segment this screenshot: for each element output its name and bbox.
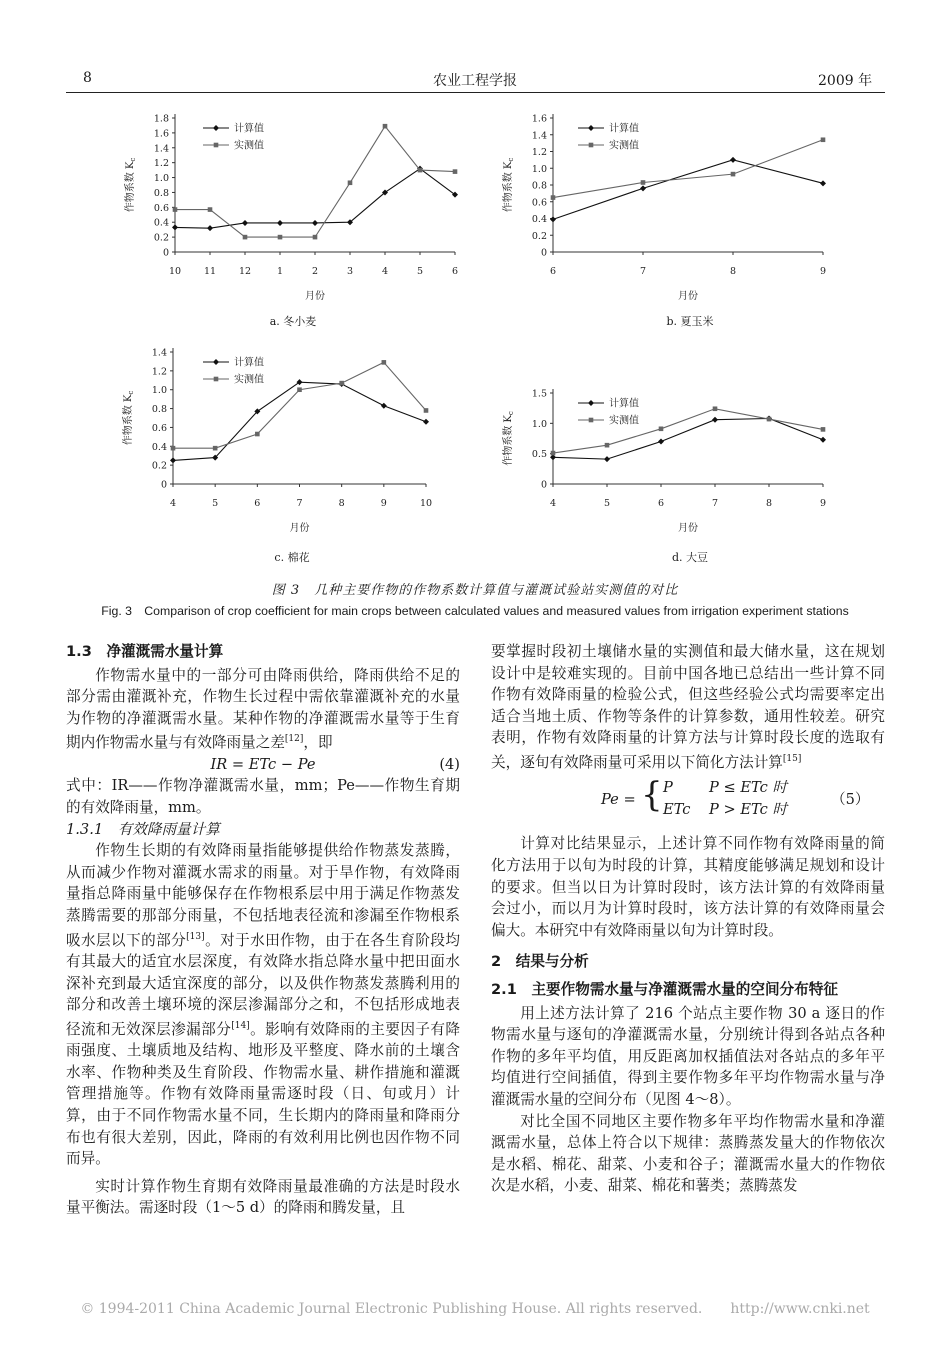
x-tick-label: 6 [451, 266, 459, 277]
measured-point [213, 446, 218, 451]
legend-marker-measured [214, 143, 219, 148]
measured-point [278, 235, 283, 240]
paragraph-net-irrigation: 作物需水量中的一部分可由降雨供给，降雨供给不足的部分需由灌溉补充，作物生长过程中需依靠灌溉补充的水量为作物的净灌溉需水量。某种作物的净灌溉需水量等于生育期内作物需水量与有效降雨量之差[12]，即 [66, 666, 460, 752]
equation-4-notes: 式中：IR——作物净灌溉需水量，mm；Pe——作物生育期的有效降雨量，mm。 [66, 777, 460, 817]
y-tick-label: 1.0 [151, 385, 167, 397]
section-heading-2: 2 结果与分析 [491, 953, 589, 971]
year: 2009 年 [818, 73, 873, 89]
legend-marker-calculated [213, 125, 219, 131]
x-tick-label: 11 [203, 266, 217, 277]
measured-point [551, 195, 556, 200]
y-tick-label: 1.4 [151, 347, 167, 359]
legend-label: 实测值 [609, 140, 639, 152]
x-tick-label: 10 [168, 266, 182, 277]
left-column [66, 641, 460, 1219]
x-tick-label: 10 [419, 498, 433, 509]
calculated-point [172, 224, 178, 230]
y-tick-label: 0.4 [151, 441, 167, 453]
paragraph-field-storage: 要掌握时段初土壤储水量的实测值和最大储水量，这在规划设计中是较难实现的。目前中国各地已总结出一些计算不同作物有效降雨量的检验公式，但这些经验公式均需要率定出适合当地土质、作物等条件的计算参数，通用性较差。研究表明，作物有效降雨量的计算方法与计算时段长度的选取有关，逐旬有效降雨量可采用以下简化方法计算[15] [491, 643, 885, 771]
calculated-point [550, 216, 556, 222]
calculated-point [820, 180, 826, 186]
y-tick-label: 1.6 [153, 128, 169, 140]
x-tick-label: 5 [212, 498, 219, 509]
calculated-point [312, 220, 318, 226]
x-tick-label: 5 [416, 266, 424, 277]
measured-point [713, 406, 718, 411]
y-tick-label: 1.0 [531, 163, 547, 175]
subcaption-a: a. 冬小麦 [269, 315, 317, 328]
measured-point [659, 426, 664, 431]
legend-label: 计算值 [234, 123, 264, 135]
measured-point [208, 207, 213, 212]
measured-point [383, 124, 388, 129]
calculated-point [712, 417, 718, 423]
calculated-point [730, 157, 736, 163]
x-tick-label: 2 [311, 266, 319, 277]
y-tick-label: 0.8 [153, 187, 169, 199]
chart-soybean [490, 380, 850, 545]
calculated-point [640, 185, 646, 191]
y-tick-label: 0.8 [151, 404, 167, 416]
subcaption-b: b. 夏玉米 [666, 315, 714, 328]
measured-point [424, 408, 429, 413]
measured-point [821, 137, 826, 142]
paragraph-spatial-distribution: 用上述方法计算了 216 个站点主要作物 30 a 逐日的作物需水量与逐旬的净灌溉需水量，分别统计得到各站点各种作物的多年平均值，用反距离加权插值法对各站点的多年平均值进行空间插值，得到主要作物多年平均作物需水量与净灌溉需水量的空间分布（见图 4～8）。 [491, 1004, 885, 1108]
paragraph-effective-rainfall: 作物生长期的有效降雨量指能够提供给作物蒸发蒸腾，从而减少作物对灌溉水需求的雨量。对于旱作物，有效降雨量指总降雨量中能够保存在作物根系层中用于满足作物蒸发蒸腾需要的那部分雨量，不包括地表径流和渗漏至作物根系吸水层以下的部分[13]。对于水田作物，由于在各生育阶段均有其最大的适宜水层深度，有效降水指总降水量中把田面水深补充到最大适宜深度的部分，以及供作物蒸发蒸腾利用的部分和改善土壤环境的深层渗漏部分之和，不包括形成地表径流和无效深层渗漏部分[14]。影响有效降雨的主要因子有降雨强度、土壤质地及结构、地形及平整度、降水前的土壤含水率、作物种类及生育阶段、作物需水量、耕作措施和灌溉管理措施等。作物有效降雨量需逐时段（日、旬或月）计算，由于不同作物需水量不同，生长期内的降雨量和降雨分布也有很大差别，因此，降雨的有效利用比例也因作物不同而异。 [66, 842, 460, 1168]
x-tick-label: 7 [639, 266, 647, 277]
ref-12: [12] [284, 734, 304, 745]
y-tick-label: 0.6 [153, 202, 169, 214]
legend-marker-calculated [588, 400, 594, 406]
y-tick-label: 0.5 [531, 449, 547, 461]
page-number: 8 [83, 70, 92, 86]
section-heading-1-3: 1.3 净灌溉需水量计算 [66, 643, 224, 660]
legend-label: 实测值 [234, 374, 264, 386]
measured-point [171, 446, 176, 451]
y-axis-label: 作物系数 $K_c$ [503, 411, 515, 466]
chart-winter-wheat [100, 105, 480, 310]
measured-point [453, 169, 458, 174]
y-axis-label: 作物系数 $K_c$ [503, 157, 515, 213]
x-tick-label: 3 [346, 266, 354, 277]
y-tick-label: 0.4 [153, 217, 169, 229]
measured-point [641, 180, 646, 185]
x-tick-label: 7 [711, 498, 719, 509]
paragraph-comparison: 计算对比结果显示，上述计算不同作物有效降雨量的简化方法用于以旬为时段的计算，其精度能够满足规划和设计的要求。但当以日为计算时段时，该方法计算的有效降雨量会过小，而以月为计算时段时，该方法计算的有效降雨量会偏大。本研究中有效降雨量以旬为计算时段。 [491, 835, 885, 939]
y-tick-label: 0.6 [151, 422, 167, 434]
right-column [491, 641, 885, 1197]
x-tick-label: 7 [296, 498, 303, 509]
legend-label: 计算值 [609, 398, 639, 410]
series-line-calculated [175, 169, 455, 229]
figure-caption-en: Fig. 3 Comparison of crop coefficient for main crops between calculated values and measured values from irrigation experiment stations [101, 604, 849, 618]
ref-15: [15] [782, 753, 802, 764]
y-tick-label: 1.2 [151, 366, 167, 378]
x-tick-label: 9 [819, 498, 827, 509]
legend-marker-calculated [213, 359, 219, 365]
y-tick-label: 0 [162, 247, 169, 259]
calculated-point [381, 403, 387, 409]
measured-point [339, 381, 344, 386]
y-tick-label: 0.4 [531, 214, 547, 225]
x-tick-label: 4 [169, 498, 177, 509]
x-axis-label: 月份 [289, 523, 310, 534]
figure-caption-cn: 图 3 几种主要作物的作物系数计算值与灌溉试验站实测值的对比 [271, 583, 679, 598]
y-tick-label: 1.5 [531, 388, 547, 400]
measured-point [243, 235, 248, 240]
series-line-calculated [553, 418, 823, 459]
x-tick-label: 6 [254, 498, 261, 509]
x-tick-label: 8 [765, 498, 773, 509]
measured-point [173, 207, 178, 212]
chart-cotton [100, 340, 460, 545]
y-tick-label: 1.0 [531, 418, 547, 430]
y-tick-label: 0.2 [531, 230, 547, 242]
y-tick-label: 0 [540, 247, 547, 259]
measured-point [821, 427, 826, 432]
equation-5: Pe = { P P ≤ ETc 时 ETc P > ETc 时 （5） [601, 775, 870, 819]
measured-point [605, 443, 610, 448]
subcaption-d: d. 大豆 [671, 551, 709, 564]
paragraph-water-balance: 实时计算作物生育期有效降雨量最准确的方法是时段水量平衡法。需逐时段（1～5 d）的降雨和腾发量，且 [66, 1177, 460, 1217]
subcaption-c: c. 棉花 [274, 551, 310, 564]
calculated-point [658, 439, 664, 445]
calculated-point [820, 437, 826, 443]
y-axis-label: 作物系数 $K_c$ [125, 157, 137, 213]
y-tick-label: 1.4 [153, 143, 169, 155]
y-tick-label: 0.2 [153, 232, 169, 244]
paragraph-regional-comparison: 对比全国不同地区主要作物多年平均作物需水量和净灌溉需水量，总体上符合以下规律：蒸腾蒸发量大的作物依次是水稻、棉花、甜菜、小麦和谷子；灌溉需水量大的作物依次是水稻，小麦、甜菜、棉花和薯类；蒸腾蒸发 [491, 1112, 885, 1195]
y-tick-label: 0 [540, 479, 547, 491]
y-tick-label: 0.2 [151, 460, 167, 472]
y-tick-label: 1.2 [531, 147, 547, 158]
legend-marker-measured [589, 418, 594, 423]
measured-point [255, 432, 260, 437]
y-tick-label: 1.4 [531, 130, 547, 142]
chart-summer-maize [490, 105, 840, 310]
y-tick-label: 1.6 [531, 113, 547, 125]
x-tick-label: 12 [238, 266, 252, 277]
measured-point [348, 180, 353, 185]
x-tick-label: 8 [338, 498, 345, 509]
x-tick-label: 4 [381, 266, 389, 277]
section-heading-1-3-1: 1.3.1 有效降雨量计算 [66, 820, 220, 838]
y-tick-label: 0 [160, 479, 167, 491]
y-tick-label: 0.6 [531, 197, 547, 209]
calculated-point [277, 220, 283, 226]
legend-label: 实测值 [609, 415, 639, 427]
series-line-measured [553, 140, 823, 198]
series-line-measured [173, 362, 426, 448]
series-line-calculated [553, 160, 823, 219]
legend-marker-measured [589, 143, 594, 148]
calculated-point [604, 456, 610, 462]
legend-marker-calculated [588, 125, 594, 131]
y-tick-label: 1.0 [153, 173, 169, 185]
header-rule [66, 92, 885, 93]
x-axis-label: 月份 [678, 523, 698, 534]
measured-point [767, 417, 772, 422]
measured-point [297, 387, 302, 392]
x-tick-label: 9 [819, 266, 827, 277]
legend-label: 计算值 [234, 357, 264, 369]
y-axis-label: 作物系数 $K_c$ [123, 390, 135, 446]
calculated-point [207, 225, 213, 231]
x-tick-label: 5 [603, 498, 611, 509]
calculated-point [423, 419, 429, 425]
measured-point [418, 168, 423, 173]
x-axis-label: 月份 [678, 291, 698, 302]
copyright-footer: © 1994-2011 China Academic Journal Electronic Publishing House. All rights reserved. http://www.cnki.net [80, 1301, 870, 1317]
x-tick-label: 6 [549, 266, 557, 277]
legend-label: 计算值 [609, 123, 639, 135]
legend-marker-measured [214, 377, 219, 382]
x-axis-label: 月份 [305, 291, 325, 302]
y-tick-label: 1.2 [153, 158, 169, 170]
journal-title: 农业工程学报 [433, 73, 517, 89]
calculated-point [170, 457, 176, 463]
x-tick-label: 9 [380, 498, 387, 509]
measured-point [731, 172, 736, 177]
x-tick-label: 8 [729, 266, 737, 277]
measured-point [382, 360, 387, 365]
y-tick-label: 0.8 [531, 180, 547, 192]
y-tick-label: 1.8 [153, 113, 169, 125]
measured-point [313, 235, 318, 240]
x-tick-label: 1 [276, 266, 284, 277]
section-heading-2-1: 2.1 主要作物需水量与净灌溉需水量的空间分布特征 [491, 980, 838, 998]
x-tick-label: 6 [657, 498, 665, 509]
equation-4: IR = ETc − Pe (4) [210, 755, 460, 773]
calculated-point [242, 220, 248, 226]
x-tick-label: 4 [549, 498, 557, 509]
measured-point [551, 451, 556, 456]
legend-label: 实测值 [234, 140, 264, 152]
